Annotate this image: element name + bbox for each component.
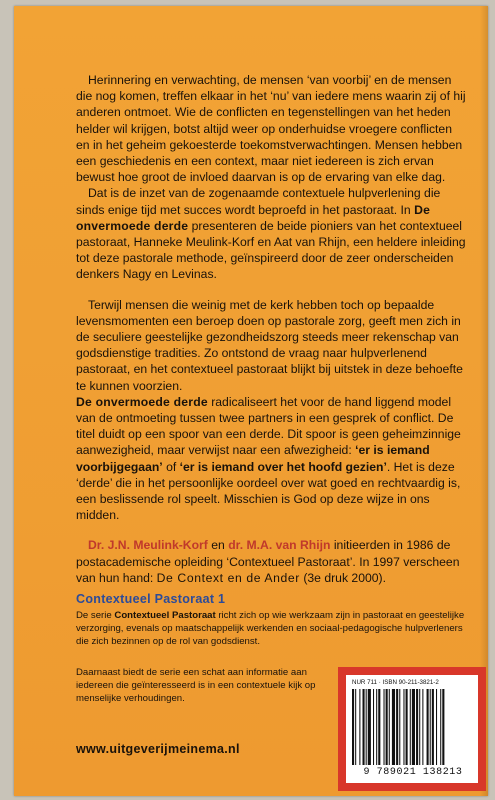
barcode-bar: [416, 689, 418, 765]
p4-text-b: . Het is deze ‘derde’ die in het persoonlijke oordeel over wat goed en rechtvaardig is, een beslissende rol speelt. Misschien is God op deze wijze in ons midden.: [76, 459, 461, 523]
barcode-bar: [406, 689, 408, 765]
earlier-book-title: De Context en de Ander: [156, 570, 300, 585]
barcode-bar: [384, 689, 385, 765]
p2-text-b: presenteren de beide pioniers van het contextueel pastoraat, Hanneke Meulink-Korf en Aat van Rhijn, een heldere inleiding tot deze pastorale methode, geïnspireerd door de zeer onderscheiden denkers Nagy en Levinas.: [76, 218, 466, 282]
blurb-text: [76, 72, 466, 586]
barcode-bar: [410, 689, 411, 765]
barcode-bar: [412, 689, 415, 765]
barcode-bar: [363, 689, 365, 765]
author-1: Dr. J.N. Meulink-Korf: [88, 538, 208, 553]
barcode-bar: [396, 689, 398, 765]
barcode-bar: [376, 689, 377, 765]
paragraph-gap: [76, 283, 466, 297]
barcode-bar: [366, 689, 367, 765]
barcode-bar: [368, 689, 371, 765]
series-description: [76, 609, 476, 648]
barcode-bar: [422, 689, 423, 765]
barcode-bar: [440, 689, 441, 765]
p5-text-b: (3e druk 2000).: [299, 570, 386, 585]
paragraph-gap-2: [76, 523, 466, 537]
barcode-bar: [352, 689, 354, 765]
barcode-bar: [436, 689, 437, 765]
barcode-bar: [399, 689, 400, 765]
p2-text-a: Dat is de inzet van de zogenaamde contextuele hulpverlening die sinds enige tijd met succes wordt beproefd in het pastoraat. In: [76, 186, 441, 217]
barcode-bar: [403, 689, 404, 765]
barcode-bar: [427, 689, 429, 765]
p4-of: of: [162, 459, 180, 474]
book-title-inline-2: De onvermoede derde: [76, 394, 208, 409]
blurb-paragraph-1: Herinnering en verwachting, de mensen ‘van voorbij’ en de mensen die nog komen, treffen elkaar in het ‘nu’ van iedere mens waarin zij of hij anderen ontmoet. Wie de conflicten en tegenstellingen van het heden helder wil krijgen, botst altijd weer op onderhuidse vroegere conflicten en in het geheim gekoesterde toekomstverwachtingen. Mensen hebben een geschiedenis en een context, maar niet iedereen is zich ervan bewust hoe groot de invloed daarvan is op de ervaring van elke dag.: [76, 73, 466, 185]
publisher-url[interactable]: www.uitgeverijmeinema.nl: [76, 742, 240, 756]
series-info: Daarnaast biedt de serie een schat aan informatie aan iedereen die geïnteresseerd is in een contextuele kijk op menselijke verhoudingen.: [76, 667, 316, 704]
book-back-cover: [14, 6, 488, 796]
quote-2: ‘er is iemand over het hoofd gezien’: [179, 459, 387, 474]
barcode-panel: [346, 675, 478, 783]
barcode-bar: [430, 689, 431, 765]
series-text-a: De serie: [76, 610, 115, 621]
blurb-paragraph-3: Terwijl mensen die weinig met de kerk hebben toch op bepaalde levensmomenten een beroep doen op pastorale zorg, geeft men zich in de seculiere geestelijke gezondheidszorg steeds meer rekenschap van godsdienstige tradities. Zo ontstond de vraag naar hulpverlenend pastoraat, en het contextueel pastoraat blijkt bij uitstek in deze behoefte te kunnen voorzien.: [76, 297, 463, 393]
barcode-bar: [442, 689, 444, 765]
series-name-inline: Contextueel Pastoraat: [114, 610, 216, 621]
authors-paragraph: [76, 537, 466, 586]
nur-isbn-label: NUR 711 · ISBN 90-211-3821-2: [352, 679, 439, 686]
barcode-bar: [389, 689, 390, 765]
barcode-bar: [359, 689, 360, 765]
p4-text-a: radicaliseert het voor de hand liggend model van de ontmoeting tussen twee partners in een gesprek of conflict. De titel duidt op een spoor van een derde. Dit spoor is geen geheimzinnige aanwezigheid, maar verwijst naar een afwezigheid:: [76, 394, 461, 458]
barcode-digits: 9 789021 138213: [363, 767, 463, 778]
blurb-paragraph-4: [76, 394, 466, 524]
series-title: Contextueel Pastoraat 1: [76, 592, 226, 606]
barcode-bar: [432, 689, 434, 765]
barcode-frame: [338, 667, 486, 791]
barcode-bars: [352, 689, 474, 765]
p5-text-a: initieerden in 1986 de postacademische opleiding ‘Contextueel Pastoraat’. In 1997 verscheen van hun hand:: [76, 538, 460, 585]
authors-en: en: [207, 538, 229, 553]
series-paragraph: [76, 609, 476, 648]
book-title-inline: De onvermoede derde: [76, 202, 431, 233]
barcode-bar: [378, 689, 380, 765]
barcode-bar: [419, 689, 420, 765]
barcode-bar: [355, 689, 356, 765]
barcode-bar: [392, 689, 395, 765]
author-2: dr. M.A. van Rhijn: [228, 538, 331, 553]
barcode-bar: [373, 689, 374, 765]
barcode-bar: [386, 689, 388, 765]
blurb-paragraph-2: [76, 185, 466, 282]
series-text-b: richt zich op wie werkzaam zijn in pastoraat en geestelijke verzorging, evenals op maatschappelijk werkenden en sociaal-pedagogische hulpverleners die zich bezinnen op de rol van godsdienst.: [76, 610, 465, 647]
quote-1: ‘er is iemand voorbijgegaan’: [76, 443, 430, 474]
